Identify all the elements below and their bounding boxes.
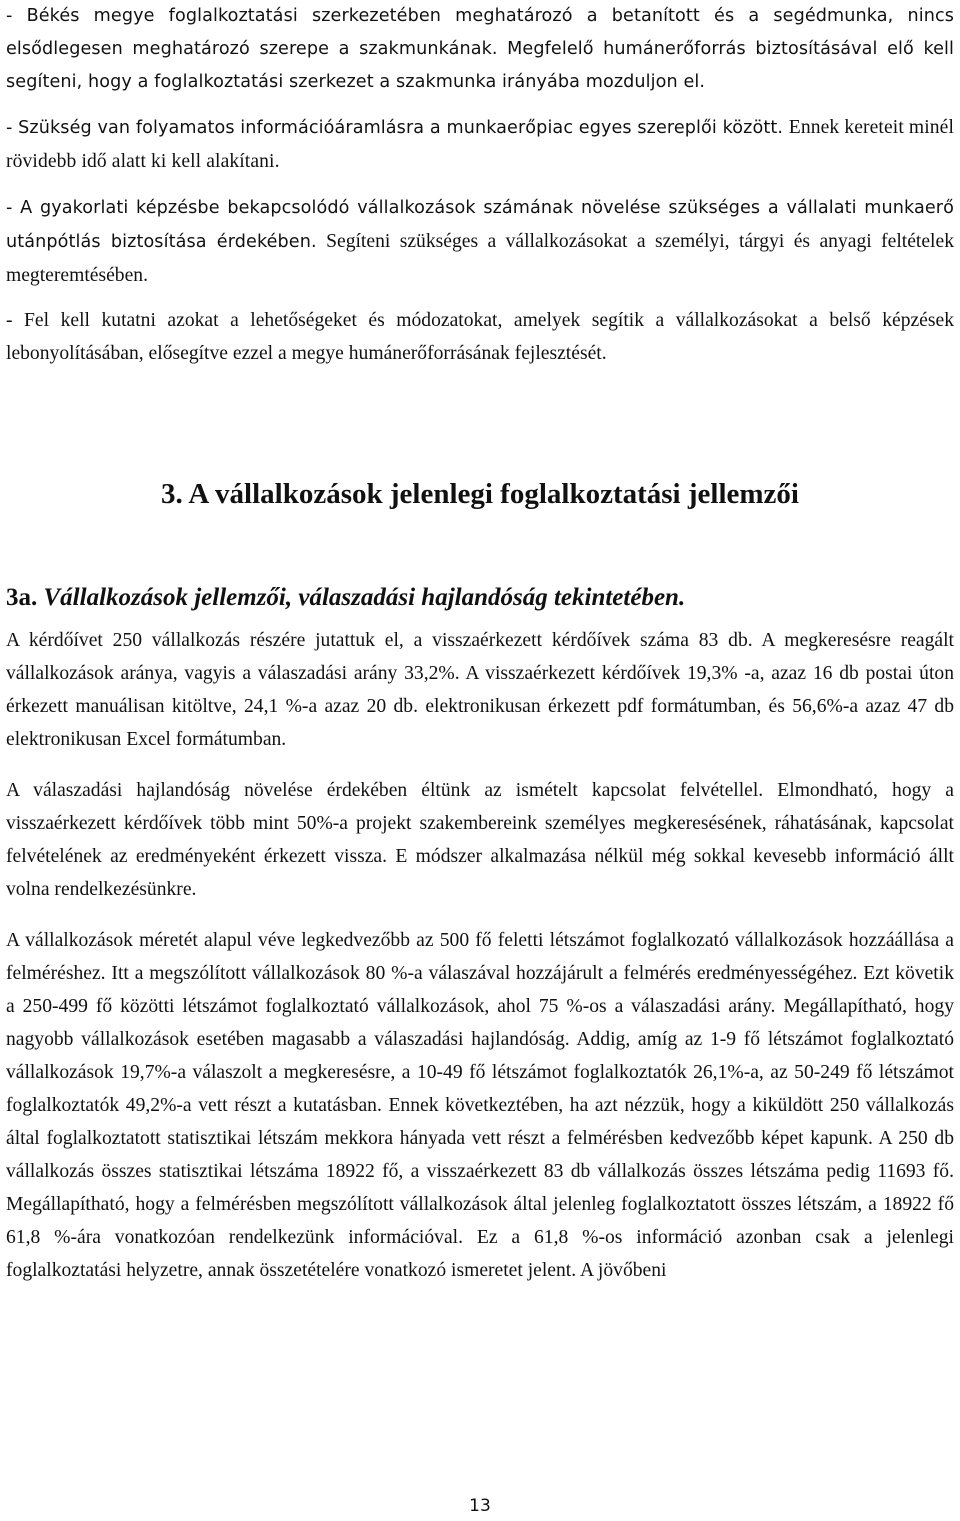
paragraph-response-willingness: A válaszadási hajlandóság növelése érdekében éltünk az ismételt kapcsolat felvétellel. Elmondható, hogy a visszaérkezett kérdőívek több mint 50%-a projekt szakembereink személyes megkeresésének, ráhatásának, kapcsolat felvételének az eredményeként érkezett vissza. E módszer alkalmazása nélkül még sokkal kevesebb információ állt volna rendelkezésünkre. [6,780,954,900]
paragraph-text: - Békés megye foglalkoztatási szerkezetében meghatározó a betanított és a segédmunka, nincs elsődlegesen meghatározó szerepe a szakmunkának. Megfelelő humánerőforrás biztosításával elő kell segíteni, hogy a foglalkoztatási szerkezet a szakmunka irányába mozduljon el. [6,6,954,92]
subsection-title [6,582,954,614]
recommendations-block [6,0,954,370]
paragraph-workforce-structure [6,0,954,99]
section-title: 3. A vállalkozások jelenlegi foglalkoztatási jellemzői [161,478,799,510]
paragraph-text: - Szükség van folyamatos információáramlásra a munkaerőpiac egyes szereplői között. [6,118,784,138]
paragraph-practical-training [6,191,954,292]
paragraph-text: Ennek kereteit minél rövidebb idő alatt ki kell alakítani. [6,117,954,172]
subsection-number: 3a. [6,584,38,611]
paragraph-text: - A gyakorlati képzésbe bekapcsolódó vállalkozások számának növelése szükséges a vállalati munkaerő utánpótlás biztosítása érdekében. [6,198,954,252]
page-number: 13 [469,1496,491,1516]
paragraph-information-flow [6,111,954,179]
paragraph-internal-training [6,304,954,370]
subsection-heading-text: Vállalkozások jellemzői, válaszadási hajlandóság tekintetében. [43,584,686,611]
paragraph-text: Segíteni szükséges a vállalkozásokat a személyi, tárgyi és anyagi feltételek megteremtésében. [6,231,954,286]
paragraph-text: - Fel kell kutatni azokat a lehetőségeket és módozatokat, amelyek segítik a vállalkozásokat a belső képzések lebonyolításában, elősegítve ezzel a megye humánerőforrásának fejlesztését. [6,310,954,364]
paragraph-response-rate: A kérdőívet 250 vállalkozás részére jutattuk el, a visszaérkezett kérdőívek száma 83 db. A megkeresésre reagált vállalkozások aránya, vagyis a válaszadási arány 33,2%. A visszaérkezett kérdőívek 19,3% -a, azaz 16 db postai úton érkezett manuálisan kitöltve, 24,1 %-a azaz 20 db. elektronikusan érkezett pdf formátumban, és 56,6%-a azaz 47 db elektronikusan Excel formátumban. [6,630,954,750]
paragraph-company-size: A vállalkozások méretét alapul véve legkedvezőbb az 500 fő feletti létszámot foglalkozató vállalkozások hozzáállása a felméréshez. Itt a megszólított vállalkozások 80 %-a válaszával hozzájárult a felmérés eredményességéhez. Ezt követik a 250-499 fő közötti létszámot foglalkoztató vállalkozások, ahol 75 %-os a válaszadási arány. Megállapítható, hogy nagyobb vállalkozások esetében magasabb a válaszadási hajlandóság. Addig, amíg az 1-9 fő létszámot foglalkoztató vállalkozások 19,7%-a válaszolt a megkeresésre, a 10-49 fő létszámot foglalkoztatók 26,1%-a, az 50-249 fő létszámot foglalkoztatók 49,2%-a vett részt a kutatásban. Ennek következtében, ha azt nézzük, hogy a kiküldött 250 vállalkozás által foglalkoztatott statisztikai létszám mekkora hányada vett részt a felmérésben kedvezőbb képet kapunk. A 250 db vállalkozás összes statisztikai létszáma 18922 fő, a visszaérkezett 83 db vállalkozás összes létszáma pedig 11693 fő. Megállapítható, hogy a felmérésben megszólított vállalkozások által jelenleg foglalkoztatott összes létszám, a 18922 fő 61,8 %-ára vonatkozóan rendelkezünk információval. Ez a 61,8 %-os információ azonban csak a jelenlegi foglalkoztatási helyzetre, annak összetételére vonatkozó ismeretet jelent. A jövőbeni [6,930,954,1281]
survey-body [6,624,954,1287]
